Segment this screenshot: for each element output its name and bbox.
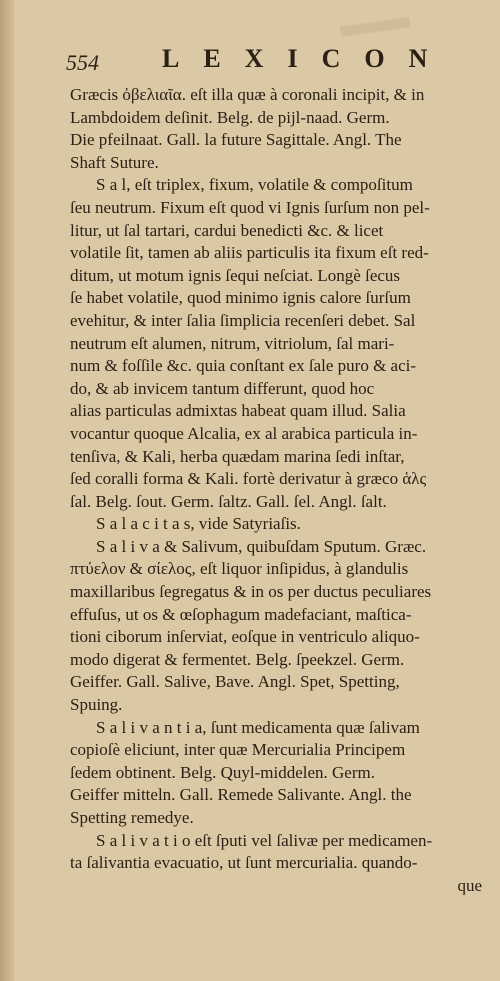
text-line: tioni ciborum inſerviat, eoſque in ventriculo aliquo- (70, 627, 420, 647)
text-line: volatile ſit, tamen ab aliis particulis ita fixum eſt red- (70, 243, 429, 263)
text-line: Spetting remedye. (70, 808, 194, 827)
text-line: effuſus, ut os & œſophagum madefaciant, maſtica- (70, 604, 412, 624)
text-line: Spuing. (70, 695, 123, 715)
text-line: vocantur quoque Alcalia, ex al arabica particula in- (70, 423, 418, 443)
text-line: ſed coralli forma & Kali. fortè derivatur à græco ἁλς (70, 469, 427, 489)
text-line: Græcis ὀβελιαῖα. eſt illa quæ à coronali incipit, & in (70, 85, 425, 104)
text-line: alias particulas admixtas habeat quam illud. Salia (70, 401, 406, 421)
text-line: Lambdoidem deſinit. Belg. de pijl-naad. Germ. (70, 107, 390, 127)
text-line: πτύελον & σίελος, eſt liquor inſipidus, à glandulis (70, 559, 409, 579)
lexicon-text-block (70, 84, 490, 897)
text-line: tenſiva, & Kali, herba quædam marina ſedi inſtar, (70, 446, 405, 466)
running-title: LEXICON (162, 44, 452, 73)
text-line: evehitur, & inter ſalia ſimplicia recenſeri debet. Sal (70, 310, 416, 330)
paper-stain (340, 17, 411, 37)
text-line: maxillaribus ſegregatus & in os per ductus peculiares (70, 582, 432, 602)
text-line: S a l i v a t i o eſt ſputi vel ſalivæ per medicamen- (96, 830, 433, 850)
text-line: neutrum eſt alumen, nitrum, vitriolum, ſal mari- (70, 333, 395, 353)
page-gutter (0, 0, 14, 981)
text-line: ditum, ut motum ignis ſequi neſciat. Longè ſecus (70, 265, 401, 285)
text-line: do, & ab invicem tantum differunt, quod hoc (70, 378, 375, 398)
text-line: S a l, eſt triplex, fixum, volatile & compoſitum (96, 175, 413, 195)
text-line: Geiffer. Gall. Salive, Bave. Angl. Spet, Spetting, (70, 672, 400, 692)
text-line: Geiffer mitteln. Gall. Remede Salivante. Angl. the (70, 785, 412, 805)
text-line: ſedem obtinent. Belg. Quyl-middelen. Germ. (70, 762, 375, 782)
text-line: S a l i v a n t i a, ſunt medicamenta quæ ſalivam (96, 717, 420, 737)
text-line: modo digerat & fermentet. Belg. ſpeekzel. Germ. (70, 649, 405, 669)
text-line: ta ſalivantia evacuatio, ut ſunt mercurialia. quando- (70, 853, 418, 873)
text-line: ſeu neutrum. Fixum eſt quod vi Ignis ſurſum non pel- (70, 197, 430, 217)
text-line: litur, ut ſal tartari, cardui benedicti &c. & licet (70, 220, 384, 240)
text-line: num & foſſile &c. quia conſtant ex ſale puro & aci- (70, 356, 417, 376)
page-number: 554 (66, 50, 99, 75)
text-line: Die pfeilnaat. Gall. la future Sagittale. Angl. The (70, 130, 402, 150)
text-line: S a l i v a & Salivum, quibuſdam Sputum. Græc. (96, 536, 427, 556)
catchword: que (457, 875, 482, 895)
text-line: Shaft Suture. (70, 152, 159, 172)
page-header (64, 44, 494, 80)
text-line: S a l a c i t a s, vide Satyriaſis. (96, 514, 301, 534)
text-line: copioſè eliciunt, inter quæ Mercurialia Principem (70, 740, 406, 760)
text-line: ſal. Belg. ſout. Germ. ſaltz. Gall. ſel. Angl. ſalt. (70, 491, 387, 511)
text-line: ſe habet volatile, quod minimo ignis calore ſurſum (70, 288, 411, 308)
